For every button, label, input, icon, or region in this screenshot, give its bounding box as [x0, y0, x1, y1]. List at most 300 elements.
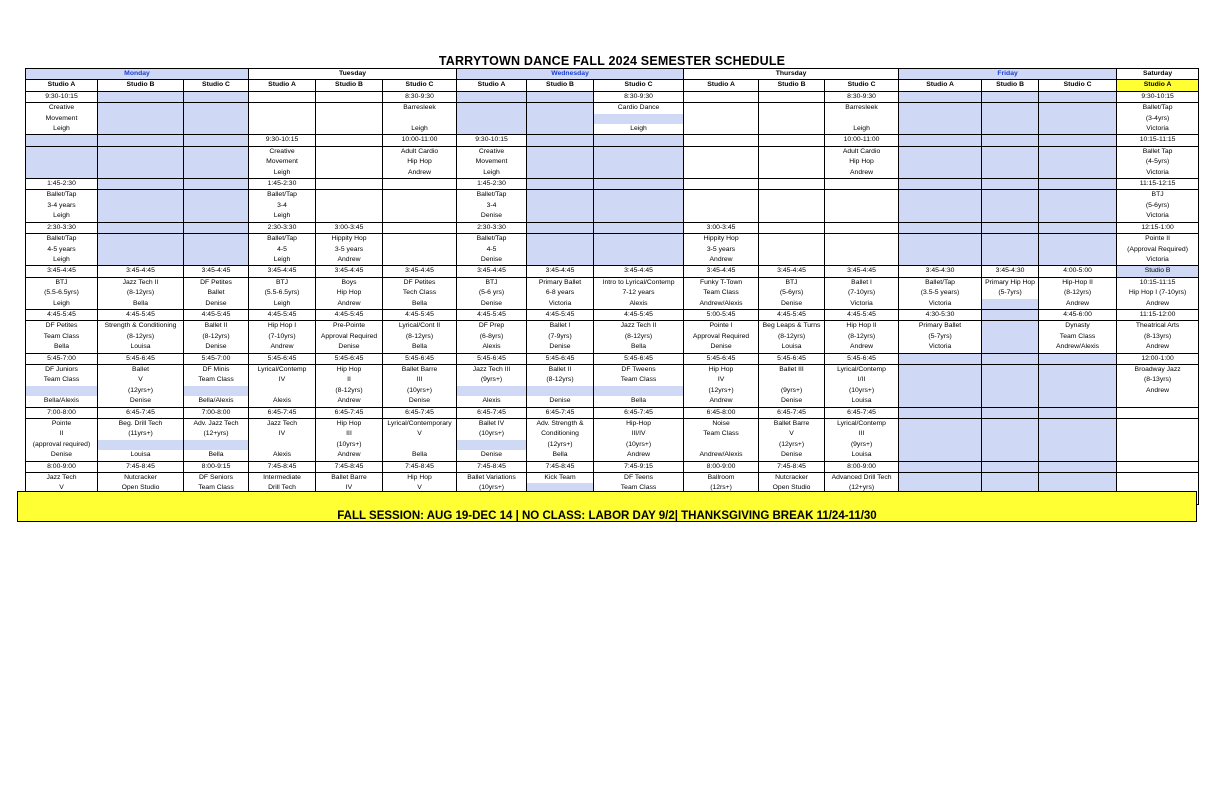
schedule-cell: 11:15-12:00 [1117, 309, 1199, 320]
schedule-cell [527, 91, 594, 102]
schedule-cell: (8-12yrs) [1039, 288, 1117, 298]
schedule-cell: (12+yrs) [184, 429, 249, 439]
schedule-cell: Ballet/Tap [249, 234, 316, 245]
schedule-cell [184, 146, 249, 157]
schedule-cell [98, 146, 184, 157]
schedule-cell [383, 222, 457, 233]
schedule-cell [982, 461, 1039, 472]
schedule-cell [982, 473, 1039, 484]
schedule-cell: Pointe I [684, 321, 759, 332]
schedule-row [26, 234, 1199, 245]
schedule-cell: 5:45-6:45 [527, 353, 594, 364]
schedule-cell: Andrew [383, 168, 457, 179]
schedule-cell: Andrew/Alexis [684, 299, 759, 310]
schedule-cell [1039, 234, 1117, 245]
schedule-cell: Victoria [527, 299, 594, 310]
schedule-cell: (8-12yrs) [184, 332, 249, 342]
schedule-cell: 7:45-8:45 [316, 461, 383, 472]
schedule-cell [316, 91, 383, 102]
schedule-cell: (5-6yrs) [759, 288, 825, 298]
schedule-cell: BTJ [249, 277, 316, 288]
schedule-cell [899, 222, 982, 233]
schedule-cell [759, 375, 825, 385]
schedule-cell [98, 135, 184, 146]
schedule-cell: (8-13yrs) [1117, 332, 1199, 342]
schedule-cell [98, 103, 184, 114]
schedule-row [26, 440, 1199, 450]
schedule-cell: Movement [26, 114, 98, 124]
schedule-cell: 7:45-9:15 [594, 461, 684, 472]
schedule-cell: Team Class [26, 332, 98, 342]
schedule-cell: 7:45-8:45 [527, 461, 594, 472]
schedule-cell: 4:45-5:45 [527, 309, 594, 320]
schedule-cell: Andrew [825, 342, 899, 353]
schedule-cell [982, 245, 1039, 255]
schedule-cell: Denise [457, 450, 527, 461]
schedule-cell: Leigh [26, 255, 98, 266]
schedule-cell [1117, 407, 1199, 418]
schedule-cell: Bella [383, 450, 457, 461]
schedule-cell [684, 190, 759, 201]
schedule-cell: Noise [684, 419, 759, 430]
schedule-cell: Intermediate [249, 473, 316, 484]
schedule-cell [684, 91, 759, 102]
schedule-cell [684, 211, 759, 222]
schedule-cell [1117, 396, 1199, 407]
schedule-cell: (10yrs+) [316, 440, 383, 450]
schedule-cell: 8:00-9:00 [684, 461, 759, 472]
studio-header: Studio A [684, 80, 759, 91]
schedule-cell: 2:30-3:30 [249, 222, 316, 233]
schedule-cell: Denise [98, 396, 184, 407]
schedule-cell: Team Class [1039, 332, 1117, 342]
schedule-cell: Advanced Drill Tech [825, 473, 899, 484]
schedule-cell: Ballet III [759, 364, 825, 375]
schedule-cell [184, 168, 249, 179]
schedule-cell [759, 179, 825, 190]
schedule-cell: 5:45-7:00 [26, 353, 98, 364]
schedule-cell [982, 429, 1039, 439]
schedule-cell [1039, 396, 1117, 407]
schedule-cell: Hip Hop [383, 157, 457, 167]
schedule-cell [527, 103, 594, 114]
schedule-cell [1039, 222, 1117, 233]
schedule-cell [982, 375, 1039, 385]
schedule-cell: Hippity Hop [684, 234, 759, 245]
schedule-cell: Leigh [249, 299, 316, 310]
schedule-cell: (5.5-6.5yrs) [249, 288, 316, 298]
schedule-cell [98, 440, 184, 450]
schedule-cell: Hippity Hop [316, 234, 383, 245]
schedule-cell [899, 124, 982, 135]
schedule-cell: Ballet Variations [457, 473, 527, 484]
schedule-cell: Pre-Pointe [316, 321, 383, 332]
schedule-row [26, 309, 1199, 320]
schedule-cell: I/II [825, 375, 899, 385]
schedule-cell: III/IV [594, 429, 684, 439]
schedule-cell [759, 146, 825, 157]
schedule-cell [316, 103, 383, 114]
day-header-tuesday: Tuesday [249, 69, 457, 80]
schedule-cell [825, 190, 899, 201]
schedule-cell [527, 190, 594, 201]
schedule-cell [1039, 201, 1117, 211]
schedule-row [26, 473, 1199, 484]
schedule-cell [825, 114, 899, 124]
schedule-cell: Adult Cardio [825, 146, 899, 157]
schedule-row [26, 288, 1199, 298]
schedule-cell [1039, 429, 1117, 439]
schedule-cell [98, 114, 184, 124]
schedule-cell: III [316, 429, 383, 439]
schedule-cell: 10:00-11:00 [383, 135, 457, 146]
schedule-cell: Lyrical/Contemp [249, 364, 316, 375]
schedule-cell: Jazz Tech [249, 419, 316, 430]
schedule-cell: Ballet I [527, 321, 594, 332]
schedule-cell: Alexis [457, 396, 527, 407]
schedule-cell [684, 168, 759, 179]
schedule-row [26, 364, 1199, 375]
schedule-cell [249, 91, 316, 102]
schedule-cell: Lyrical/Contemporary [383, 419, 457, 430]
schedule-cell [26, 386, 98, 396]
schedule-cell [982, 342, 1039, 353]
schedule-cell [982, 364, 1039, 375]
schedule-cell [594, 157, 684, 167]
schedule-cell [684, 114, 759, 124]
schedule-cell [899, 168, 982, 179]
studio-header: Studio A [249, 80, 316, 91]
schedule-cell: 3-5 years [684, 245, 759, 255]
schedule-cell [759, 245, 825, 255]
schedule-cell: V [383, 429, 457, 439]
schedule-cell: Movement [249, 157, 316, 167]
schedule-cell: Team Class [184, 375, 249, 385]
schedule-cell: 6:45-7:45 [383, 407, 457, 418]
schedule-cell: Open Studio [759, 483, 825, 493]
schedule-cell: (7-9yrs) [527, 332, 594, 342]
schedule-cell: Lyrical/Contemp [825, 364, 899, 375]
schedule-cell [899, 114, 982, 124]
day-header-thursday: Thursday [684, 69, 899, 80]
schedule-cell [899, 419, 982, 430]
schedule-cell: Denise [383, 396, 457, 407]
schedule-cell: 12:00-1:00 [1117, 353, 1199, 364]
schedule-cell: 6:45-7:45 [527, 407, 594, 418]
schedule-cell: Alexis [594, 299, 684, 310]
schedule-cell [982, 222, 1039, 233]
schedule-cell: 4:45-5:45 [184, 309, 249, 320]
schedule-cell: Leigh [26, 299, 98, 310]
schedule-cell: 7:00-8:00 [26, 407, 98, 418]
schedule-cell [594, 146, 684, 157]
schedule-cell: Denise [457, 299, 527, 310]
schedule-cell [899, 255, 982, 266]
schedule-cell: Jazz Tech II [98, 277, 184, 288]
schedule-cell [316, 114, 383, 124]
schedule-cell: 3:00-3:45 [316, 222, 383, 233]
studio-header: Studio B [316, 80, 383, 91]
schedule-row [26, 353, 1199, 364]
schedule-cell: 3:45-4:30 [899, 266, 982, 277]
schedule-cell [184, 245, 249, 255]
schedule-cell [184, 179, 249, 190]
schedule-cell [759, 91, 825, 102]
schedule-cell: Approval Required [316, 332, 383, 342]
schedule-cell [184, 103, 249, 114]
schedule-cell [1039, 461, 1117, 472]
schedule-cell [316, 201, 383, 211]
schedule-cell [982, 321, 1039, 332]
schedule-cell: Kick Team [527, 473, 594, 484]
schedule-cell: (12yrs+) [759, 440, 825, 450]
schedule-cell [759, 168, 825, 179]
schedule-cell [184, 124, 249, 135]
schedule-cell: Denise [457, 255, 527, 266]
schedule-cell: DF Minis [184, 364, 249, 375]
schedule-cell [899, 386, 982, 396]
schedule-cell [982, 353, 1039, 364]
schedule-cell: Denise [316, 342, 383, 353]
studio-header: Studio B [527, 80, 594, 91]
schedule-cell: Jazz Tech II [594, 321, 684, 332]
schedule-cell: V [98, 375, 184, 385]
schedule-cell: (7-10yrs) [825, 288, 899, 298]
schedule-cell: Andrew [1039, 299, 1117, 310]
schedule-cell: 6:45-7:45 [316, 407, 383, 418]
session-dates-banner: FALL SESSION: AUG 19-DEC 14 | NO CLASS: LABOR DAY 9/2| THANKSGIVING BREAK 11/24-11/30 [17, 491, 1197, 522]
schedule-cell [249, 114, 316, 124]
schedule-cell: IV [316, 483, 383, 493]
schedule-cell [383, 211, 457, 222]
schedule-cell [899, 396, 982, 407]
schedule-cell: 3:45-4:45 [527, 266, 594, 277]
schedule-cell [527, 168, 594, 179]
schedule-cell: 6:45-7:45 [594, 407, 684, 418]
studio-header: Studio B [982, 80, 1039, 91]
schedule-cell [457, 124, 527, 135]
schedule-cell [825, 255, 899, 266]
schedule-cell [98, 91, 184, 102]
schedule-row [26, 321, 1199, 332]
day-header-friday: Friday [899, 69, 1117, 80]
schedule-cell [982, 157, 1039, 167]
schedule-cell [26, 168, 98, 179]
schedule-cell: Bella [184, 450, 249, 461]
day-header-saturday: Saturday [1117, 69, 1199, 80]
schedule-cell: Alexis [249, 450, 316, 461]
schedule-cell [316, 135, 383, 146]
schedule-cell: Hip Hop [316, 288, 383, 298]
schedule-cell [1117, 473, 1199, 484]
schedule-cell [316, 124, 383, 135]
schedule-cell: (12rs+) [684, 483, 759, 493]
schedule-cell: DF Seniors [184, 473, 249, 484]
schedule-row [26, 157, 1199, 167]
schedule-cell [1039, 353, 1117, 364]
schedule-cell: Victoria [899, 342, 982, 353]
schedule-cell [982, 124, 1039, 135]
schedule-cell [1039, 179, 1117, 190]
schedule-cell: Bella [383, 342, 457, 353]
schedule-row [26, 461, 1199, 472]
schedule-cell: 3:45-4:45 [249, 266, 316, 277]
schedule-cell [383, 190, 457, 201]
schedule-cell: Bella/Alexis [26, 396, 98, 407]
schedule-cell: (8-12yrs) [825, 332, 899, 342]
schedule-cell: 7:45-8:45 [249, 461, 316, 472]
schedule-cell: Hip Hop I [249, 321, 316, 332]
schedule-cell: Tech Class [383, 288, 457, 298]
schedule-cell: Lyrical/Cont II [383, 321, 457, 332]
schedule-cell: Denise [527, 396, 594, 407]
schedule-cell: 4-5 [457, 245, 527, 255]
schedule-cell: V [383, 483, 457, 493]
schedule-cell: 5:45-6:45 [98, 353, 184, 364]
schedule-cell: III [383, 375, 457, 385]
schedule-cell: III [825, 429, 899, 439]
schedule-cell [316, 190, 383, 201]
schedule-cell [184, 190, 249, 201]
schedule-cell: Ballet/Tap [457, 190, 527, 201]
schedule-cell: DF Prep [457, 321, 527, 332]
schedule-cell [982, 386, 1039, 396]
studio-header: Studio C [184, 80, 249, 91]
schedule-cell: 3:45-4:45 [26, 266, 98, 277]
schedule-cell [1039, 450, 1117, 461]
schedule-cell: 3-4 [457, 201, 527, 211]
schedule-row [26, 179, 1199, 190]
schedule-cell: Ballet/Tap [249, 190, 316, 201]
schedule-cell: (8-12yrs) [98, 288, 184, 298]
schedule-cell [98, 201, 184, 211]
schedule-cell: 3:45-4:45 [759, 266, 825, 277]
schedule-row [26, 168, 1199, 179]
schedule-cell [184, 114, 249, 124]
schedule-row [26, 407, 1199, 418]
schedule-cell [982, 190, 1039, 201]
schedule-cell: 5:00-5:45 [684, 309, 759, 320]
schedule-cell: Louisa [98, 342, 184, 353]
schedule-cell: 6:45-8:00 [684, 407, 759, 418]
day-header-monday: Monday [26, 69, 249, 80]
schedule-cell: Approval Required [684, 332, 759, 342]
schedule-cell [759, 211, 825, 222]
schedule-cell: 10:15-11:15 [1117, 277, 1199, 288]
schedule-cell: Bella [383, 299, 457, 310]
schedule-cell [184, 222, 249, 233]
schedule-cell: 1:45-2:30 [457, 179, 527, 190]
schedule-cell: 7:00-8:00 [184, 407, 249, 418]
schedule-cell [594, 114, 684, 124]
schedule-cell [982, 211, 1039, 222]
schedule-cell: 8:30-9:30 [383, 91, 457, 102]
schedule-cell: Denise [184, 299, 249, 310]
schedule-cell: 5:45-6:45 [825, 353, 899, 364]
schedule-cell: (8-12yrs) [316, 386, 383, 396]
schedule-cell [527, 222, 594, 233]
schedule-cell: 5:45-6:45 [249, 353, 316, 364]
schedule-cell: Jazz Tech III [457, 364, 527, 375]
schedule-cell [383, 114, 457, 124]
schedule-row [26, 332, 1199, 342]
schedule-cell [184, 440, 249, 450]
schedule-cell [184, 135, 249, 146]
schedule-cell: 4:45-5:45 [383, 309, 457, 320]
schedule-cell: Pointe II [1117, 234, 1199, 245]
schedule-cell [982, 146, 1039, 157]
schedule-cell: Creative [249, 146, 316, 157]
schedule-cell: Beg. Drill Tech [98, 419, 184, 430]
schedule-cell: Leigh [26, 211, 98, 222]
schedule-cell: 5:45-6:45 [594, 353, 684, 364]
schedule-cell: Leigh [457, 168, 527, 179]
schedule-cell [899, 473, 982, 484]
schedule-cell [1039, 157, 1117, 167]
schedule-cell [899, 201, 982, 211]
schedule-cell: DF Petites [383, 277, 457, 288]
schedule-cell [594, 245, 684, 255]
schedule-cell: 4:45-5:45 [316, 309, 383, 320]
schedule-cell: Andrew [594, 450, 684, 461]
schedule-cell: 11:15-12:15 [1117, 179, 1199, 190]
schedule-cell: Bella [98, 299, 184, 310]
schedule-cell: 4:45-6:00 [1039, 309, 1117, 320]
schedule-cell: Denise [684, 342, 759, 353]
schedule-cell: Andrew [1117, 386, 1199, 396]
schedule-cell [982, 234, 1039, 245]
schedule-cell [527, 114, 594, 124]
schedule-cell [899, 146, 982, 157]
schedule-cell [982, 135, 1039, 146]
studio-header: Studio A [1117, 80, 1199, 91]
schedule-cell: (5-7yrs) [982, 288, 1039, 298]
schedule-cell: Ballet II [527, 364, 594, 375]
schedule-cell [98, 222, 184, 233]
schedule-cell: Andrew [316, 255, 383, 266]
schedule-row [26, 266, 1199, 277]
schedule-cell: 7:45-8:45 [457, 461, 527, 472]
schedule-cell: (3-4yrs) [1117, 114, 1199, 124]
schedule-cell: Drill Tech [249, 483, 316, 493]
schedule-cell: 8:30-9:30 [594, 91, 684, 102]
schedule-cell [457, 91, 527, 102]
schedule-cell: Creative [457, 146, 527, 157]
schedule-cell [527, 201, 594, 211]
schedule-cell [899, 179, 982, 190]
schedule-row [26, 419, 1199, 430]
schedule-cell: Ballet [98, 364, 184, 375]
schedule-row [26, 277, 1199, 288]
schedule-cell [383, 179, 457, 190]
schedule-cell: 5:45-6:45 [316, 353, 383, 364]
schedule-cell: Hip Hop [316, 364, 383, 375]
studio-header: Studio B [98, 80, 184, 91]
schedule-cell: Alexis [249, 396, 316, 407]
schedule-cell: V [759, 429, 825, 439]
schedule-cell: (8-12yrs) [98, 332, 184, 342]
schedule-cell: DF Petites [26, 321, 98, 332]
schedule-cell: (8-12yrs) [383, 332, 457, 342]
schedule-cell: Victoria [1117, 211, 1199, 222]
schedule-cell: (5-6yrs) [1117, 201, 1199, 211]
schedule-cell: (10yrs+) [594, 440, 684, 450]
schedule-cell [684, 146, 759, 157]
schedule-cell: IV [684, 375, 759, 385]
schedule-cell: 5:45-6:45 [684, 353, 759, 364]
schedule-cell [249, 386, 316, 396]
schedule-cell: Team Class [184, 483, 249, 493]
